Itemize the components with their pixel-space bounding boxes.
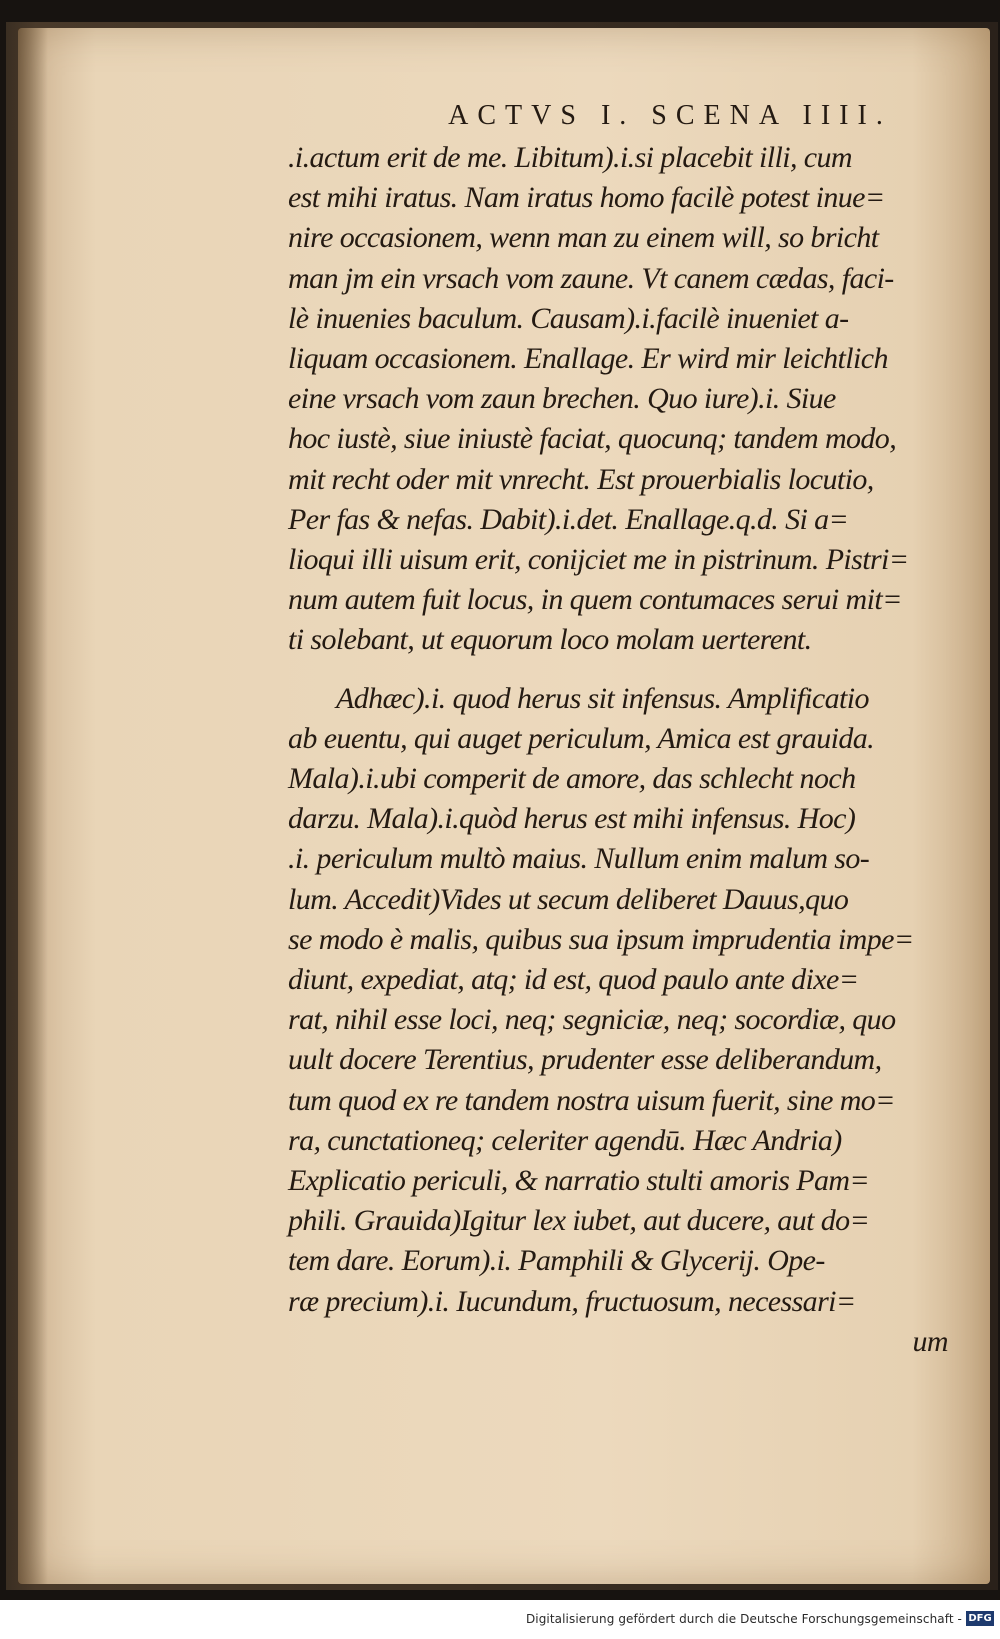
text-line: ab euentu, qui auget periculum, Amica est grauida. (288, 721, 875, 755)
text-line: ræ precium).i. Iucundum, fructuosum, necessari= (288, 1284, 856, 1318)
text-line: .i. periculum multò maius. Nullum enim malum so- (288, 842, 870, 876)
text-line: liquam occasionem. Enallage. Er wird mir leichtlich (288, 342, 888, 376)
text-line: ra, cunctationeq; celeriter agendū. Hæc Andria) (288, 1123, 842, 1157)
dfg-logo-icon: DFG (966, 1611, 994, 1626)
text-line: man jm ein vrsach vom zaune. Vt canem cædas, faci- (288, 261, 894, 295)
text-line: lè inuenies baculum. Causam).i.facilè inueniet a- (288, 301, 849, 335)
text-line: darzu. Mala).i.quòd herus est mihi infensus. Hoc) (288, 802, 856, 836)
text-line: lum. Accedit)Vides ut secum deliberet Dauus,quo (288, 882, 849, 916)
text-line: Mala).i.ubi comperit de amore, das schlecht noch (288, 762, 856, 796)
text-line: nire occasionem, wenn man zu einem will, so bricht (288, 221, 879, 255)
text-line: tem dare. Eorum).i. Pamphili & Glycerij. Ope- (288, 1244, 825, 1278)
text-line: ti solebant, ut equorum loco molam uerterent. (288, 623, 812, 657)
text-line: hoc iustè, siue iniustè faciat, quocunq; tandem modo, (288, 422, 897, 456)
paragraph-2 (288, 679, 982, 1362)
text-line: eine vrsach vom zaun brechen. Quo iure).i. Siue (288, 382, 836, 416)
text-line: Adhæc).i. quod herus sit infensus. Amplificatio (336, 681, 869, 715)
text-line: num autem fuit locus, in quem contumaces serui mit= (288, 583, 902, 617)
running-head: ACTVS I. SCENA IIII. (448, 100, 892, 131)
paragraph-1 (288, 138, 982, 661)
text-line: est mihi iratus. Nam iratus homo facilè potest inue= (288, 181, 885, 215)
text-line: tum quod ex re tandem nostra uisum fuerit, sine mo= (288, 1083, 895, 1117)
text-line: uult docere Terentius, prudenter esse deliberandum, (288, 1043, 882, 1077)
text-line: Explicatio periculi, & narratio stulti amoris Pam= (288, 1164, 870, 1198)
catchword: um (912, 1324, 948, 1358)
text-line: se modo è malis, quibus sua ipsum imprudentia impe= (288, 922, 914, 956)
text-line: lioqui illi uisum erit, conijciet me in pistrinum. Pistri= (288, 543, 909, 577)
page-text (288, 96, 982, 1362)
text-line: .i.actum erit de me. Libitum).i.si placebit illi, cum (288, 141, 852, 174)
text-line: mit recht oder mit vnrecht. Est prouerbialis locutio, (288, 462, 874, 496)
paragraph-gap (288, 661, 982, 679)
footer-bar (0, 1600, 1000, 1639)
text-line: diunt, expediat, atq; id est, quod paulo ante dixe= (288, 963, 859, 997)
text-line: rat, nihil esse loci, neq; segniciæ, neq; socordiæ, quo (288, 1003, 896, 1037)
text-line: Per fas & nefas. Dabit).i.det. Enallage.q.d. Si a= (288, 502, 849, 536)
text-line: phili. Grauida)Igitur lex iubet, aut ducere, aut do= (288, 1204, 870, 1238)
funding-credit: Digitalisierung gefördert durch die Deutsche Forschungsgemeinschaft - (525, 1612, 962, 1626)
